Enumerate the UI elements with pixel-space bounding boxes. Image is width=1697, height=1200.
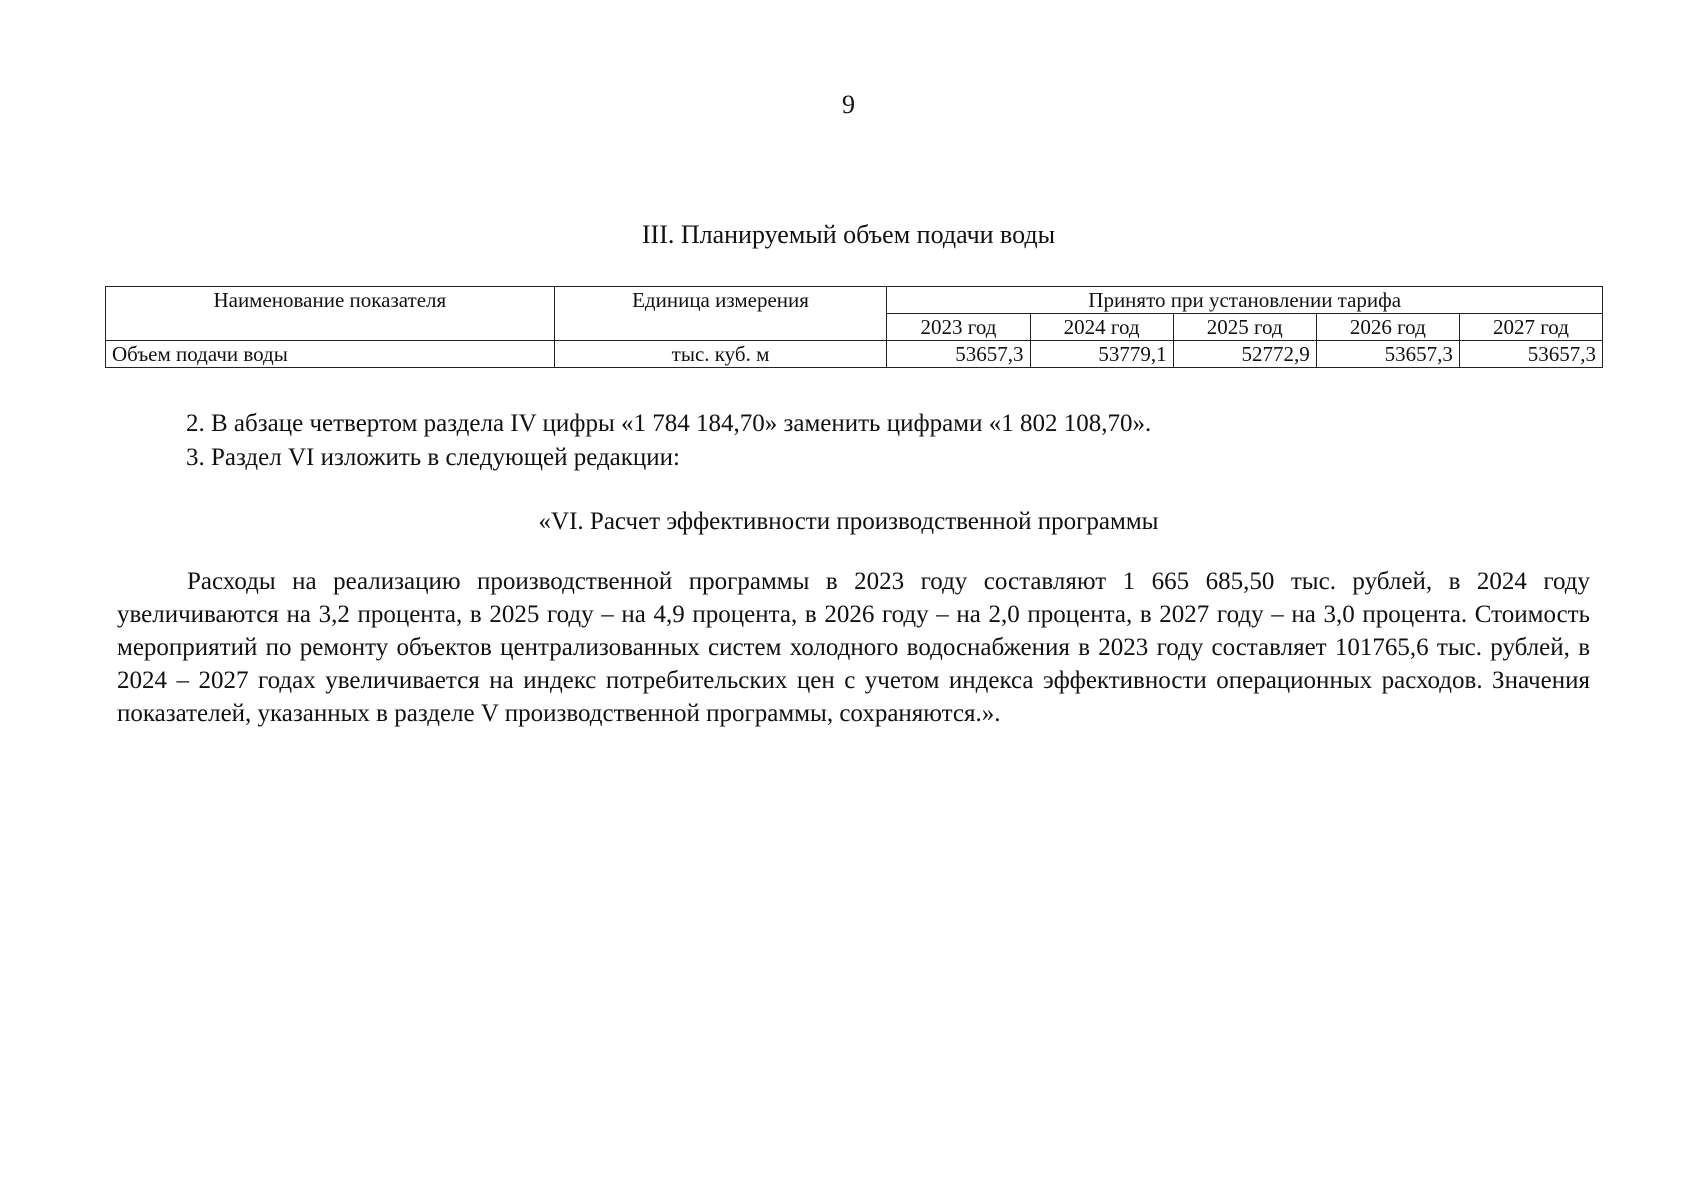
subsection-title: «VI. Расчет эффективности производственной программы	[538, 508, 1159, 535]
row-value: 53779,1	[1030, 341, 1173, 368]
row-value: 52772,9	[1173, 341, 1316, 368]
header-year: 2026 год	[1316, 314, 1459, 341]
header-year: 2024 год	[1030, 314, 1173, 341]
table-row	[106, 341, 1603, 368]
row-unit: тыс. куб. м	[554, 341, 887, 368]
header-name: Наименование показателя	[106, 287, 555, 341]
row-value: 53657,3	[1316, 341, 1459, 368]
amendment-item-3: 3. Раздел VI изложить в следующей редакции:	[186, 444, 681, 471]
section-title: III. Планируемый объем подачи воды	[641, 220, 1056, 249]
header-year: 2025 год	[1173, 314, 1316, 341]
header-unit: Единица измерения	[554, 287, 887, 341]
row-name: Объем подачи воды	[106, 341, 555, 368]
body-paragraph: Расходы на реализацию производственной программы в 2023 году составляют 1 665 685,50 тыс. рублей, в 2024 году увеличиваются на 3,2 процента, в 2025 году – на 4,9 процента, в 2026 году – на 2,0 процента, в 2027 году – на 3,0 процента. Стоимость мероприятий по ремонту объектов централизованных систем холодного водоснабжения в 2023 году составляет 101765,6 тыс. рублей, в 2024 – 2027 годах увеличивается на индекс потребительских цен с учетом индекса эффективности операционных расходов. Значения показателей, указанных в разделе V производственной программы, сохраняются.».	[117, 568, 1590, 727]
row-value: 53657,3	[887, 341, 1030, 368]
water-supply-table	[105, 286, 1603, 368]
header-year: 2023 год	[887, 314, 1030, 341]
amendment-item-2: 2. В абзаце четвертом раздела IV цифры «1 784 184,70» заменить цифрами «1 802 108,70».	[186, 410, 1152, 437]
page-number: 9	[842, 90, 855, 119]
header-year: 2027 год	[1459, 314, 1602, 341]
row-value: 53657,3	[1459, 341, 1602, 368]
table-header-row	[106, 287, 1603, 314]
header-tariff-group: Принято при установлении тарифа	[887, 287, 1603, 314]
